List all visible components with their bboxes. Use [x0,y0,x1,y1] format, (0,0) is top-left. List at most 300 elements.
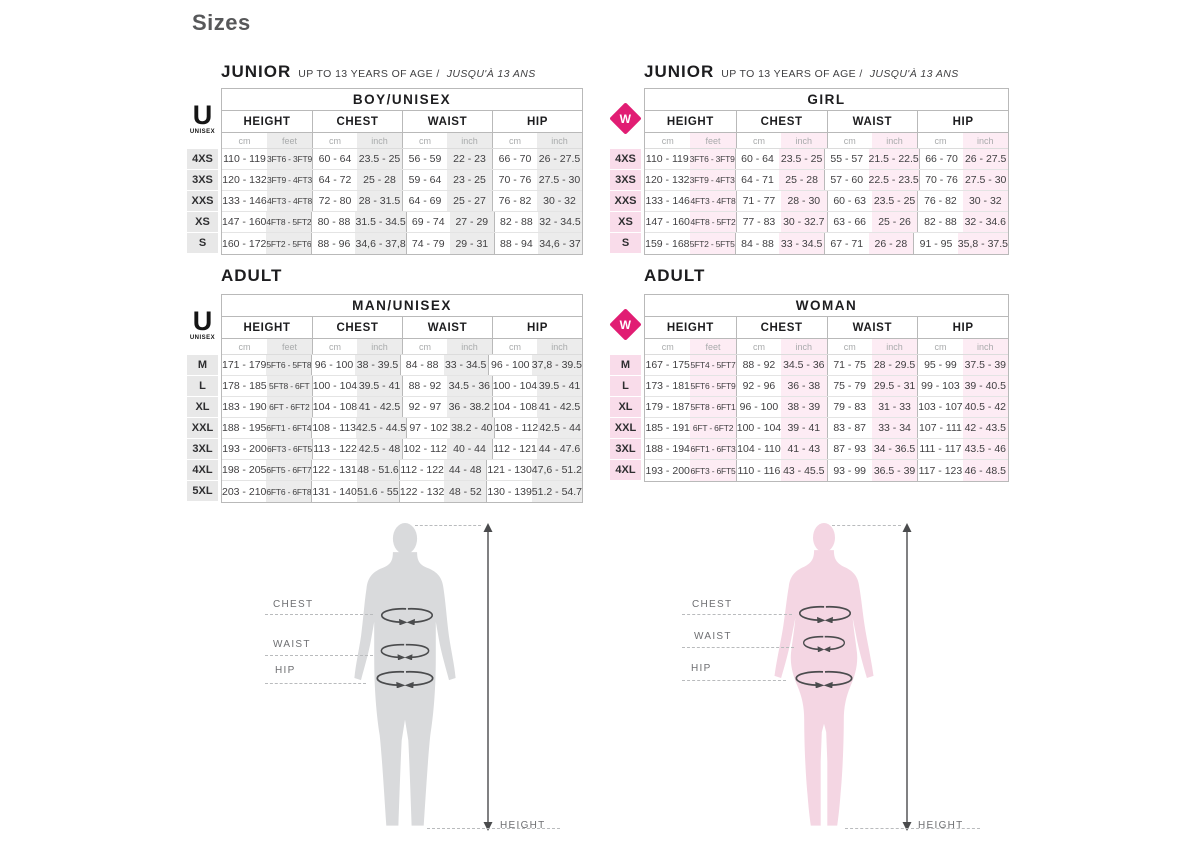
table-row [222,460,582,481]
table-row [645,397,1008,418]
table-cell: 25 - 28 [357,170,402,190]
unit-header: inch [357,339,402,354]
table-cell: 198 - 205 [222,464,267,476]
hip-label: HIP [275,665,296,676]
table-row [222,149,582,170]
junior-left-heading [221,62,536,82]
table-title: MAN/UNISEX [222,295,582,317]
table-cell: 39.5 - 41 [357,376,402,396]
size-label: 3XL [610,439,641,459]
table-cell: 80 - 88 [311,212,355,232]
unit-header: cm [312,133,357,148]
table-cell: 3FT9 - 4FT3 [690,170,735,190]
junior-subtitle-fr: JUSQU'À 13 ANS [446,68,536,80]
unit-header: inch [537,133,582,148]
table-cell: 117 - 123 [917,460,962,481]
table-cell: 51.6 - 55 [357,481,399,502]
table-cell: 39.5 - 41 [537,376,582,396]
table-cell: 46 - 48.5 [963,460,1008,481]
size-label: 4XL [610,460,641,480]
group-header: HEIGHT [243,321,291,334]
table-row [222,397,582,418]
group-header-row [645,317,1008,339]
table-cell: 32 - 34.5 [538,212,582,232]
hip-measure-arrows [790,669,858,688]
unit-header: inch [872,339,917,354]
table-cell: 37.5 - 39 [963,355,1008,375]
table-cell: 104 - 110 [736,439,781,459]
table-cell: 30 - 32.7 [781,212,826,232]
waist-label: WAIST [273,639,311,650]
table-cell: 107 - 111 [917,418,962,438]
table-cell: 6FT1 - 6FT3 [690,439,735,459]
unit-header: cm [238,341,251,352]
table-cell: 76 - 82 [492,191,537,211]
unit-header: cm [661,341,674,352]
table-cell: 4FT3 - 4FT8 [690,191,735,211]
table-row [222,418,582,439]
table-cell: 82 - 88 [494,212,538,232]
unit-header: cm [827,133,872,148]
table-cell: 3FT6 - 3FT9 [690,149,735,169]
table-cell: 100 - 104 [492,376,537,396]
table-cell: 91 - 95 [913,233,958,254]
junior-title: JUNIOR [221,62,292,81]
table-cell: 36 - 38.2 [447,397,492,417]
table-cell: 93 - 99 [827,460,872,481]
table-cell: 4FT8 - 5FT2 [690,212,735,232]
group-header: CHEST [312,317,402,338]
chest-dash [682,614,792,615]
unit-header-row [645,133,1008,149]
table-cell: 44 - 48 [444,460,487,480]
table-cell: 110 - 119 [223,153,266,165]
group-header: WAIST [827,111,918,132]
group-header: WAIST [402,111,492,132]
head-to-arrow-dash [832,525,901,526]
table-cell: 110 - 116 [736,460,781,481]
table-cell: 108 - 112 [494,418,539,438]
table-cell: 31 - 33 [872,397,917,417]
hip-dash [265,683,366,684]
unit-header: feet [267,339,312,354]
table-cell: 25 - 27 [447,191,492,211]
table-cell: 122 - 132 [399,481,444,502]
unit-header: cm [402,133,447,148]
size-label: M [610,355,641,375]
waist-measure-arrows [376,642,434,660]
table-cell: 79 - 83 [827,397,872,417]
table-row [645,191,1008,212]
junior-girl-table [610,88,1009,255]
table-cell: 4FT8 - 5FT2 [266,212,311,232]
unit-header: feet [690,133,735,148]
table-cell: 39 - 40.5 [963,376,1008,396]
table-cell: 71 - 77 [736,191,781,211]
table-cell: 48 - 52 [444,481,486,502]
table-cell: 26 - 27.5 [963,149,1008,169]
unit-header: inch [447,133,492,148]
adult-title: ADULT [221,266,283,285]
table-cell: 34 - 36.5 [872,439,917,459]
unisex-logo [187,294,218,355]
table-cell: 26 - 28 [869,233,914,254]
table-cell: 57 - 60 [824,170,869,190]
table-cell: 27.5 - 30 [537,170,582,190]
table-cell: 47,6 - 51.2 [532,460,582,480]
table-cell: 38.2 - 40 [450,418,494,438]
table-cell: 41 - 42.5 [357,397,402,417]
height-arrow [901,523,913,831]
table-cell: 84 - 88 [400,355,444,375]
table-cell: 147 - 160 [222,216,267,228]
table-cell: 97 - 102 [406,418,450,438]
table-cell: 28 - 31.5 [357,191,402,211]
junior-subtitle: UP TO 13 YEARS OF AGE / [721,68,863,80]
table-cell: 56 - 59 [402,149,447,169]
table-cell: 34,6 - 37,8 [355,233,405,254]
unit-header: cm [492,133,537,148]
table-cell: 130 - 139 [486,481,531,502]
adult-man-table [187,294,583,503]
table-cell: 48 - 51.6 [357,460,400,480]
woman-logo-letter: W [619,317,632,332]
table-cell: 3FT6 - 3FT9 [267,149,312,169]
table-cell: 102 - 112 [402,439,447,459]
unisex-logo [187,88,218,149]
table-cell: 37,8 - 39.5 [532,355,582,375]
unisex-logo-label: UNISEX [189,129,216,135]
table-title: GIRL [645,89,1008,111]
table-row [645,418,1008,439]
table-cell: 55 - 57 [824,149,869,169]
table-cell: 173 - 181 [645,380,690,392]
group-header: HIP [492,317,582,338]
table-row [222,355,582,376]
table-cell: 4FT3 - 4FT8 [267,191,312,211]
table-cell: 36.5 - 39 [872,460,917,481]
table-cell: 147 - 160 [645,216,690,228]
size-label: 5XL [187,481,218,501]
group-header: HEIGHT [666,321,714,334]
waist-label: WAIST [694,631,732,642]
hip-label: HIP [691,663,712,674]
table-cell: 179 - 187 [645,401,690,413]
hip-dash [682,680,786,681]
table-cell: 193 - 200 [645,464,690,477]
table-cell: 66 - 70 [492,149,537,169]
table-cell: 77 - 83 [736,212,781,232]
height-label: HEIGHT [500,820,546,831]
table-cell: 188 - 194 [645,443,690,455]
unit-header: inch [537,339,582,354]
table-cell: 88 - 94 [494,233,538,254]
unit-header: cm [238,135,251,146]
table-cell: 23.5 - 25 [872,191,917,211]
size-label: 4XS [187,149,218,169]
table-cell: 5FT2 - 5FT6 [266,233,311,254]
group-header: WAIST [402,317,492,338]
table-cell: 60 - 64 [312,149,357,169]
table-cell: 33 - 34.5 [779,233,824,254]
table-cell: 96 - 100 [736,397,781,417]
unisex-logo-label: UNISEX [189,335,216,341]
table-cell: 72 - 80 [312,191,357,211]
unit-header: cm [736,133,781,148]
table-cell: 23.5 - 25 [357,149,402,169]
table-cell: 121 - 130 [486,460,531,480]
table-cell: 71 - 75 [827,355,872,375]
table-cell: 112 - 122 [399,460,444,480]
table-cell: 113 - 122 [312,439,357,459]
size-label: XS [187,212,218,232]
unit-header: inch [872,133,917,148]
table-cell: 29 - 31 [450,233,494,254]
table-cell: 183 - 190 [222,401,267,413]
chest-dash [265,614,373,615]
group-header: CHEST [312,111,402,132]
female-measurement-diagram [670,520,1010,850]
table-cell: 42.5 - 44 [538,418,582,438]
size-label: S [610,233,641,253]
table-row [645,149,1008,170]
table-row [645,170,1008,191]
size-label-column [187,88,218,254]
group-header: HIP [917,111,1008,132]
table-cell: 111 - 117 [917,439,962,459]
table-cell: 43 - 45.5 [781,460,826,481]
table-cell: 92 - 97 [402,397,447,417]
table-cell: 25 - 26 [872,212,917,232]
table-cell: 28 - 30 [781,191,826,211]
table-cell: 60 - 64 [735,149,780,169]
waist-dash [265,655,373,656]
table-row [222,439,582,460]
chest-label: CHEST [273,599,314,610]
table-cell: 21.5 - 22.5 [869,149,919,169]
unit-header: feet [690,339,735,354]
table-cell: 3FT9 - 4FT3 [267,170,312,190]
table-row [645,376,1008,397]
table-cell: 120 - 132 [222,174,267,186]
table-cell: 22.5 - 23.5 [869,170,919,190]
table-cell: 30 - 32 [537,191,582,211]
junior-title: JUNIOR [644,62,715,81]
table-cell: 133 - 146 [222,195,267,207]
table-cell: 43.5 - 46 [963,439,1008,459]
table-cell: 104 - 108 [312,397,357,417]
unit-header: inch [447,339,492,354]
chest-measure-arrows [794,604,856,623]
table-cell: 96 - 100 [488,355,532,375]
junior-subtitle: UP TO 13 YEARS OF AGE / [298,68,440,80]
size-label: XS [610,212,641,232]
height-arrow [482,523,494,831]
adult-right-heading [644,266,705,286]
size-label: XXS [610,191,641,211]
unit-header-row [222,133,582,149]
unit-header: inch [963,133,1008,148]
table-cell: 38 - 39 [781,397,826,417]
table-cell: 167 - 175 [645,359,690,371]
table-cell: 185 - 191 [645,422,690,434]
table-cell: 88 - 92 [402,376,447,396]
table-cell: 23.5 - 25 [779,149,824,169]
table-cell: 23 - 25 [447,170,492,190]
unit-header-row [222,339,582,355]
table-cell: 188 - 195 [222,422,267,434]
table-cell: 40.5 - 42 [963,397,1008,417]
table-cell: 27 - 29 [450,212,494,232]
table-cell: 39 - 41 [781,418,826,438]
table-cell: 74 - 79 [406,233,450,254]
table-cell: 5FT8 - 6FT [267,376,312,396]
male-measurement-diagram [255,520,595,850]
table-row [222,191,582,212]
unisex-logo-letter: U [192,100,213,130]
unit-header: cm [736,339,781,354]
table-cell: 5FT2 - 5FT5 [690,233,735,254]
table-cell: 100 - 104 [736,418,781,438]
table-cell: 51.2 - 54.7 [532,481,582,502]
table-cell: 64 - 71 [735,170,780,190]
group-header: CHEST [736,317,827,338]
table-cell: 64 - 69 [402,191,447,211]
table-cell: 104 - 108 [492,397,537,417]
size-label: 3XL [187,439,218,459]
table-row [645,212,1008,233]
table-cell: 59 - 64 [402,170,447,190]
unit-header: cm [917,133,962,148]
unit-header-row [645,339,1008,355]
table-cell: 6FT1 - 6FT4 [266,418,311,438]
table-cell: 32 - 34.6 [963,212,1008,232]
table-row [222,481,582,502]
table-cell: 83 - 87 [827,418,872,438]
table-cell: 70 - 76 [492,170,537,190]
table-cell: 6FT - 6FT2 [267,397,312,417]
table-row [222,233,582,254]
table-cell: 41 - 43 [781,439,826,459]
size-label: XXS [187,191,218,211]
chest-measure-arrows [376,606,438,625]
size-label: M [187,355,218,375]
group-header: HEIGHT [666,115,714,128]
table-main [221,294,583,503]
unit-header: inch [357,133,402,148]
table-cell: 178 - 185 [222,380,267,392]
table-cell: 203 - 210 [222,485,267,498]
table-cell: 110 - 119 [645,153,689,165]
table-cell: 133 - 146 [645,195,690,207]
unit-header: cm [917,339,962,354]
size-label: 4XS [610,149,641,169]
size-label-column [610,88,641,254]
table-cell: 108 - 113 [311,418,356,438]
table-cell: 88 - 92 [736,355,781,375]
table-cell: 159 - 168 [645,237,690,250]
size-label: XXL [187,418,218,438]
table-main [221,88,583,255]
table-cell: 60 - 63 [827,191,872,211]
table-row [645,233,1008,254]
table-cell: 42.5 - 48 [357,439,402,459]
table-cell: 75 - 79 [827,376,872,396]
table-cell: 6FT5 - 6FT7 [266,460,311,480]
unit-header: cm [312,339,357,354]
table-cell: 84 - 88 [735,233,780,254]
table-cell: 5FT6 - 5FT8 [266,355,311,375]
table-cell: 28 - 29.5 [872,355,917,375]
group-header-row [222,111,582,133]
hip-measure-arrows [371,669,439,688]
table-cell: 44 - 47.6 [537,439,582,459]
table-cell: 66 - 70 [919,149,964,169]
table-cell: 76 - 82 [917,191,962,211]
table-cell: 34.5 - 36 [781,355,826,375]
table-row [222,376,582,397]
waist-dash [682,647,794,648]
table-cell: 88 - 96 [311,233,355,254]
table-cell: 63 - 66 [827,212,872,232]
unit-header: cm [661,135,674,146]
table-title: BOY/UNISEX [222,89,582,111]
woman-logo-diamond [609,308,642,341]
table-cell: 27.5 - 30 [963,170,1008,190]
table-main [644,88,1009,255]
woman-logo-letter: W [619,111,632,126]
table-main [644,294,1009,482]
table-cell: 82 - 88 [917,212,962,232]
table-cell: 40 - 44 [447,439,492,459]
chest-label: CHEST [692,599,733,610]
table-cell: 120 - 132 [645,174,690,186]
table-cell: 99 - 103 [917,376,962,396]
junior-subtitle-fr: JUSQU'À 13 ANS [869,68,959,80]
table-cell: 22 - 23 [447,149,492,169]
table-cell: 112 - 121 [492,439,537,459]
table-cell: 33 - 34 [872,418,917,438]
table-cell: 30 - 32 [963,191,1008,211]
table-title: WOMAN [645,295,1008,317]
table-row [645,439,1008,460]
size-label: XL [610,397,641,417]
table-cell: 64 - 72 [312,170,357,190]
table-cell: 193 - 200 [222,443,267,455]
table-cell: 5FT4 - 5FT7 [690,355,735,375]
table-cell: 31.5 - 34.5 [355,212,405,232]
table-cell: 34.5 - 36 [447,376,492,396]
table-cell: 69 - 74 [406,212,450,232]
size-label-column [610,294,641,481]
unit-header: inch [963,339,1008,354]
table-cell: 5FT6 - 5FT9 [690,376,735,396]
adult-woman-table [610,294,1009,482]
table-row [645,460,1008,481]
waist-measure-arrows [799,634,849,652]
adult-title: ADULT [644,266,706,285]
table-row [645,355,1008,376]
table-cell: 6FT - 6FT2 [690,418,735,438]
table-cell: 103 - 107 [917,397,962,417]
table-cell: 92 - 96 [736,376,781,396]
unit-header: cm [402,339,447,354]
unit-header: cm [492,339,537,354]
table-cell: 95 - 99 [917,355,962,375]
unit-header: feet [267,133,312,148]
table-cell: 5FT8 - 6FT1 [690,397,735,417]
size-label: XL [187,397,218,417]
